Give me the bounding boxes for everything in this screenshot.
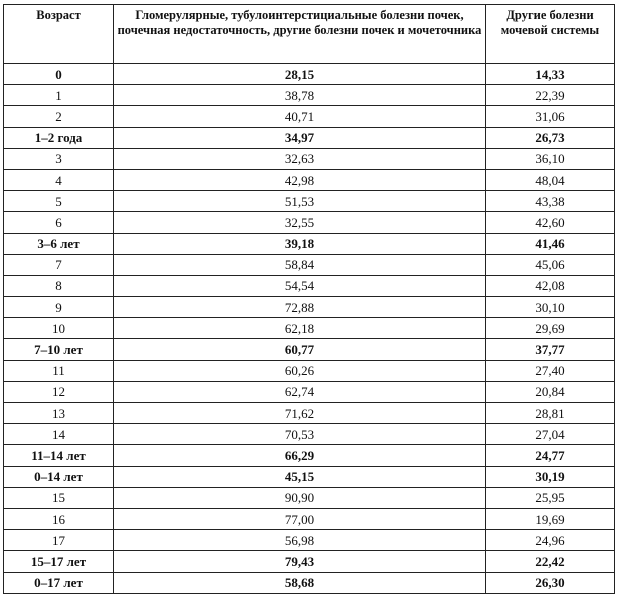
cell-age: 3–6 лет (4, 233, 114, 254)
cell-age: 13 (4, 403, 114, 424)
cell-other: 27,04 (486, 424, 615, 445)
table-row (4, 508, 615, 529)
cell-other: 25,95 (486, 487, 615, 508)
cell-age: 0–14 лет (4, 466, 114, 487)
table-row (4, 381, 615, 402)
table-row (4, 64, 615, 85)
cell-other: 30,10 (486, 297, 615, 318)
cell-other: 26,73 (486, 127, 615, 148)
cell-glomerular: 60,26 (114, 360, 486, 381)
cell-other: 31,06 (486, 106, 615, 127)
table-row (4, 403, 615, 424)
cell-glomerular: 56,98 (114, 530, 486, 551)
cell-other: 41,46 (486, 233, 615, 254)
cell-age: 8 (4, 275, 114, 296)
cell-age: 11 (4, 360, 114, 381)
cell-other: 42,60 (486, 212, 615, 233)
cell-glomerular: 58,68 (114, 572, 486, 593)
table-row (4, 169, 615, 190)
table-row (4, 360, 615, 381)
cell-age: 14 (4, 424, 114, 445)
cell-age: 0 (4, 64, 114, 85)
cell-age: 7–10 лет (4, 339, 114, 360)
cell-glomerular: 62,74 (114, 381, 486, 402)
cell-glomerular: 32,55 (114, 212, 486, 233)
cell-glomerular: 40,71 (114, 106, 486, 127)
table-row (4, 297, 615, 318)
cell-other: 22,42 (486, 551, 615, 572)
cell-glomerular: 32,63 (114, 148, 486, 169)
cell-other: 37,77 (486, 339, 615, 360)
cell-glomerular: 62,18 (114, 318, 486, 339)
header-other-urinary-diseases: Другие болезни мочевой системы (486, 5, 615, 64)
cell-other: 48,04 (486, 169, 615, 190)
table-row (4, 191, 615, 212)
table-row (4, 466, 615, 487)
cell-age: 3 (4, 148, 114, 169)
table-body (4, 64, 615, 594)
table-row (4, 254, 615, 275)
cell-glomerular: 71,62 (114, 403, 486, 424)
table-row (4, 212, 615, 233)
cell-glomerular: 58,84 (114, 254, 486, 275)
cell-age: 4 (4, 169, 114, 190)
cell-glomerular: 60,77 (114, 339, 486, 360)
cell-age: 0–17 лет (4, 572, 114, 593)
table-row (4, 424, 615, 445)
cell-age: 12 (4, 381, 114, 402)
cell-other: 27,40 (486, 360, 615, 381)
cell-age: 15–17 лет (4, 551, 114, 572)
cell-age: 7 (4, 254, 114, 275)
cell-age: 5 (4, 191, 114, 212)
cell-glomerular: 28,15 (114, 64, 486, 85)
cell-glomerular: 77,00 (114, 508, 486, 529)
cell-other: 30,19 (486, 466, 615, 487)
cell-age: 6 (4, 212, 114, 233)
cell-glomerular: 39,18 (114, 233, 486, 254)
cell-other: 22,39 (486, 85, 615, 106)
morbidity-table (3, 4, 615, 594)
table-row (4, 445, 615, 466)
morbidity-table-container (3, 4, 615, 594)
cell-age: 1 (4, 85, 114, 106)
cell-other: 36,10 (486, 148, 615, 169)
cell-other: 14,33 (486, 64, 615, 85)
cell-other: 19,69 (486, 508, 615, 529)
cell-other: 24,96 (486, 530, 615, 551)
table-row (4, 572, 615, 593)
cell-age: 11–14 лет (4, 445, 114, 466)
table-row (4, 530, 615, 551)
cell-other: 26,30 (486, 572, 615, 593)
cell-other: 20,84 (486, 381, 615, 402)
cell-age: 2 (4, 106, 114, 127)
cell-glomerular: 79,43 (114, 551, 486, 572)
cell-age: 10 (4, 318, 114, 339)
cell-age: 16 (4, 508, 114, 529)
cell-other: 45,06 (486, 254, 615, 275)
table-row (4, 487, 615, 508)
table-header (4, 5, 615, 64)
table-row (4, 233, 615, 254)
cell-other: 42,08 (486, 275, 615, 296)
cell-glomerular: 38,78 (114, 85, 486, 106)
header-age: Возраст (4, 5, 114, 64)
table-row (4, 148, 615, 169)
table-row (4, 275, 615, 296)
cell-glomerular: 45,15 (114, 466, 486, 487)
table-row (4, 339, 615, 360)
cell-age: 9 (4, 297, 114, 318)
cell-glomerular: 70,53 (114, 424, 486, 445)
cell-other: 43,38 (486, 191, 615, 212)
cell-age: 15 (4, 487, 114, 508)
table-row (4, 551, 615, 572)
cell-age: 17 (4, 530, 114, 551)
cell-glomerular: 42,98 (114, 169, 486, 190)
table-row (4, 318, 615, 339)
table-row (4, 85, 615, 106)
table-row (4, 106, 615, 127)
cell-other: 29,69 (486, 318, 615, 339)
cell-glomerular: 34,97 (114, 127, 486, 148)
header-glomerular-diseases: Гломерулярные, тубулоинтерстициальные болезни почек, почечная недостаточность, другие болезни почек и мочеточника (114, 5, 486, 64)
cell-age: 1–2 года (4, 127, 114, 148)
cell-glomerular: 51,53 (114, 191, 486, 212)
cell-glomerular: 66,29 (114, 445, 486, 466)
cell-other: 24,77 (486, 445, 615, 466)
cell-glomerular: 72,88 (114, 297, 486, 318)
cell-other: 28,81 (486, 403, 615, 424)
cell-glomerular: 90,90 (114, 487, 486, 508)
table-row (4, 127, 615, 148)
header-row (4, 5, 615, 64)
cell-glomerular: 54,54 (114, 275, 486, 296)
